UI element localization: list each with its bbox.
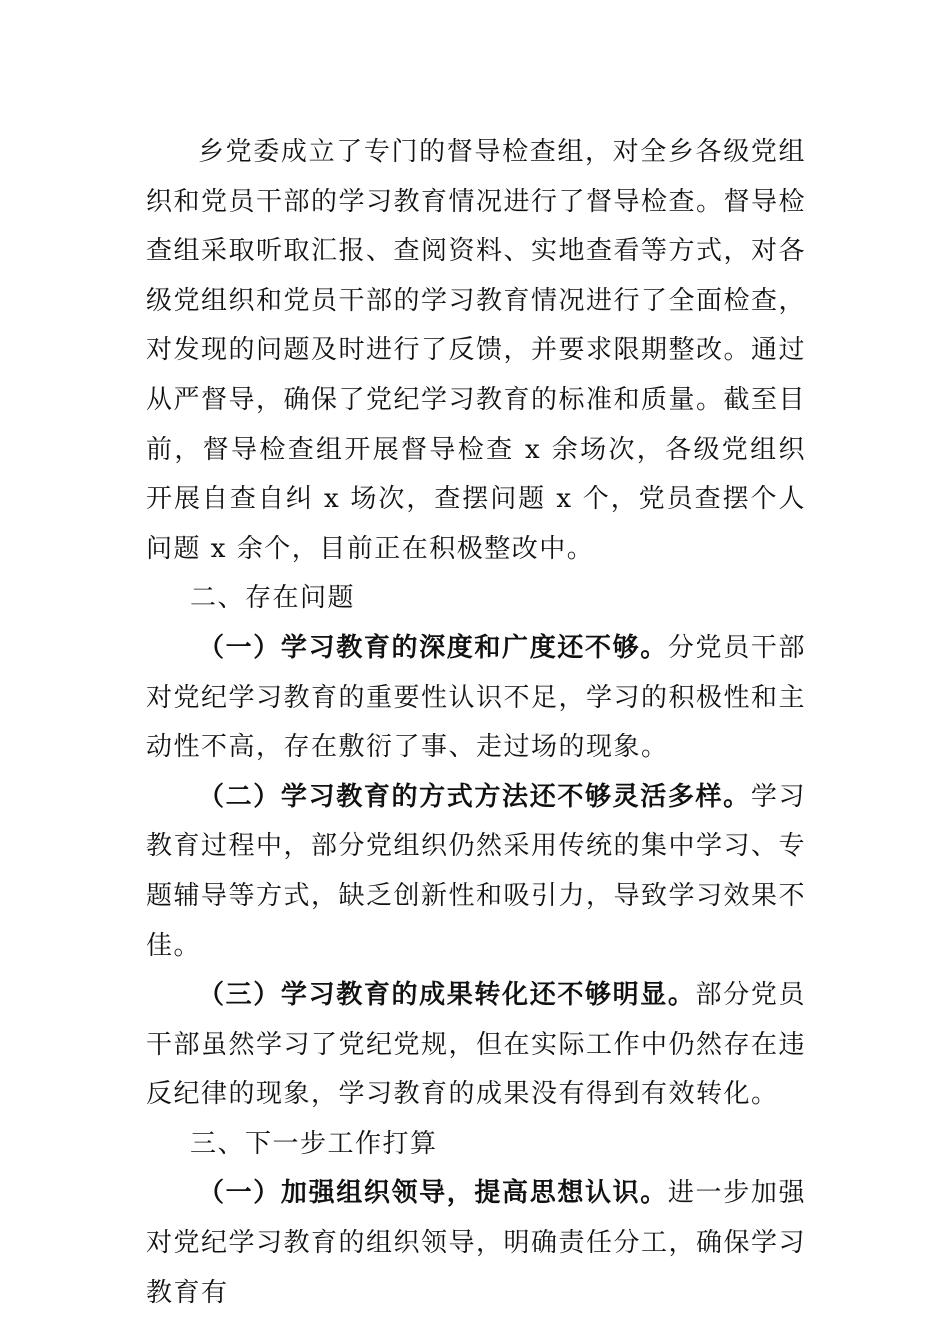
paragraph-lead: （一）学习教育的深度和广度还不够。 <box>198 632 668 663</box>
paragraph-text: 部分党员干部虽然学习了党纪党规，但在实际工作中仍然存在违反纪律的现象，学习教育的成果没有得到有效转化。 <box>146 980 807 1110</box>
paragraph-lead: （二）学习教育的方式方法还不够灵活多样。 <box>198 781 751 812</box>
paragraph-plan-1 <box>146 1169 806 1318</box>
heading-text: 二、存在问题 <box>190 583 356 614</box>
paragraph-lead: （三）学习教育的成果转化还不够明显。 <box>198 980 696 1011</box>
paragraph-text: 学习教育过程中，部分党组织仍然采用传统的集中学习、专题辅导等方式，缺乏创新性和吸引力，导致学习效果不佳。 <box>146 781 807 961</box>
section-heading-next-steps <box>146 1120 806 1170</box>
heading-text: 三、下一步工作打算 <box>190 1128 438 1159</box>
paragraph-problem-1 <box>146 624 806 773</box>
paragraph-text: 分党员干部对党纪学习教育的重要性认识不足，学习的积极性和主动性不高，存在敷衍了事、走过场的现象。 <box>146 632 807 763</box>
document-body <box>146 128 806 1318</box>
section-heading-problems <box>146 574 806 624</box>
paragraph-problem-2 <box>146 773 806 971</box>
paragraph-text: 进一步加强对党纪学习教育的组织领导，明确责任分工，确保学习教育有 <box>146 1178 807 1308</box>
paragraph-text: 乡党委成立了专门的督导检查组，对全乡各级党组织和党员干部的学习教育情况进行了督导检查。督导检查组采取听取汇报、查阅资料、实地查看等方式，对各级党组织和党员干部的学习教育情况进行了全面检查，对发现的问题及时进行了反馈，并要求限期整改。通过从严督导，确保了党纪学习教育的标准和质量。截至目前，督导检查组开展督导检查 x 余场次，各级党组织开展自查自纠 x 场次，查摆问题 x 个，党员查摆个人问题 x 余个，目前正在积极整改中。 <box>146 137 807 564</box>
paragraph-problem-3 <box>146 971 806 1120</box>
paragraph-supervision <box>146 128 806 574</box>
paragraph-lead: （一）加强组织领导，提高思想认识。 <box>198 1178 668 1209</box>
